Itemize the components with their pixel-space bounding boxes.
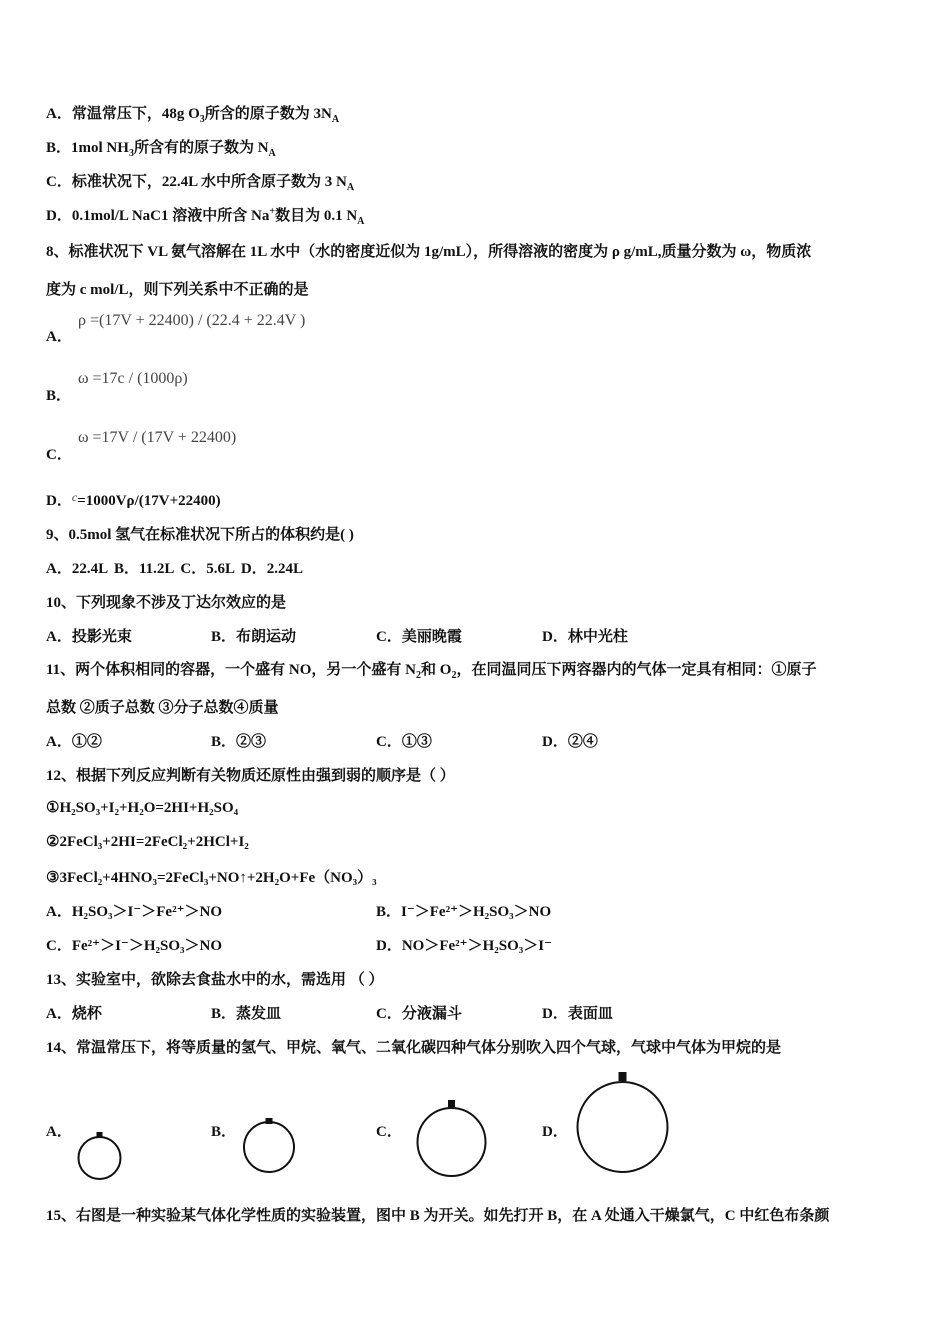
q10-option-d: D．林中光柱 (542, 629, 628, 645)
q7-option-d: D．0.1mol/L NaC1 溶液中所含 Na+数目为 0.1 $N_A$ (46, 206, 365, 227)
q9-stem: 9、0.5mol 氢气在标准状况下所占的体积约是( ) (46, 527, 354, 543)
q14-option-b-label: B． (211, 1124, 237, 1140)
balloon-d-icon (574, 1070, 672, 1176)
q14-option-a-label: A． (46, 1124, 72, 1140)
q13-option-c: C．分液漏斗 (376, 1006, 462, 1022)
q11-option-a: A．①② (46, 734, 102, 750)
q11-option-d: D．②④ (542, 734, 598, 750)
q8-stem-line1: 8、标准状况下 VL 氨气溶解在 1L 水中（水的密度近似为 1g/mL），所得溶液的密度为 ρ g/mL,质量分数为 ω，物质浓 (46, 244, 812, 260)
q7-option-b: B．1mol $NH_3$所含有的原子数为 $N_A$ (46, 140, 276, 159)
q7-option-a: A．常温常压下，48g $O_3$所含的原子数为 $3N_A$ (46, 106, 340, 125)
q14-option-d-label: D． (542, 1124, 568, 1140)
q8-option-d-var: c (71, 490, 78, 504)
q13-stem: 13、实验室中，欲除去食盐水中的水，需选用 （ ） (46, 972, 384, 988)
q12-reaction-2: ②2FeCl₃+2HI=2FeCl₂+2HCl+I₂ (46, 834, 249, 850)
q12-option-b: B．I⁻＞Fe²⁺＞H₂SO₃＞NO (376, 904, 552, 920)
balloon-c-icon (414, 1098, 490, 1180)
q8-option-a-label: A． (46, 329, 72, 345)
balloon-b-icon (241, 1116, 299, 1176)
q11-stem-line1: 11、两个体积相同的容器，一个盛有 NO，另一个盛有 $N_2$和 $O_2$，在同温同压下两容器内的气体一定具有相同：①原子 (46, 662, 817, 681)
q14-option-c-label: C． (376, 1124, 402, 1140)
q10-stem: 10、下列现象不涉及丁达尔效应的是 (46, 595, 287, 611)
q13-option-a: A．烧杯 (46, 1006, 102, 1022)
q11-option-c: C．①③ (376, 734, 432, 750)
q8-stem-line2: 度为 c mol/L，则下列关系中不正确的是 (46, 282, 309, 298)
q15-stem: 15、右图是一种实验某气体化学性质的实验装置，图中 B 为开关。如先打开 B，在 A 处通入干燥氯气，C 中红色布条颜 (46, 1208, 830, 1224)
q12-option-d: D．NO＞Fe²⁺＞H₂SO₃＞I⁻ (376, 938, 552, 954)
q8-option-c-label: C． (46, 447, 72, 463)
q10-option-b: B．布朗运动 (211, 629, 297, 645)
q14-stem: 14、常温常压下，将等质量的氢气、甲烷、氧气、二氧化碳四种气体分别吹入四个气球，气球中气体为甲烷的是 (46, 1040, 782, 1056)
q12-stem: 12、根据下列反应判断有关物质还原性由强到弱的顺序是（ ） (46, 768, 455, 784)
q11-option-b: B．②③ (211, 734, 267, 750)
q12-reaction-1: ①H₂SO₃+I₂+H₂O=2HI+H₂SO₄ (46, 800, 239, 816)
q8-option-b-label: B． (46, 388, 72, 404)
q13-option-b: B．蒸发皿 (211, 1006, 282, 1022)
q8-option-b-formula: ω =17c / (1000ρ) (78, 370, 188, 387)
q8-option-c-formula: ω =17V / (17V + 22400) (78, 429, 237, 446)
balloon-a-icon (76, 1130, 126, 1182)
q10-option-a: A．投影光束 (46, 629, 132, 645)
q10-option-c: C．美丽晚霞 (376, 629, 462, 645)
q8-option-d: D．$^c$=1000Vρ/(17V+22400) (46, 490, 221, 509)
q13-option-d: D．表面皿 (542, 1006, 613, 1022)
q8-option-a-formula: ρ =(17V + 22400) / (22.4 + 22.4V ) (78, 312, 306, 329)
q12-option-c: C．Fe²⁺＞I⁻＞H₂SO₃＞NO (46, 938, 222, 954)
q11-stem-line2: 总数 ②质子总数 ③分子总数④质量 (46, 700, 279, 716)
q12-reaction-3: ③3FeCl₂+4HNO₃=2FeCl₃+NO↑+2H₂O+Fe（NO₃）₃ (46, 870, 377, 886)
q12-option-a: A．H₂SO₃＞I⁻＞Fe²⁺＞NO (46, 904, 222, 920)
q7-option-c: C．标准状况下，22.4L 水中所含原子数为 3 $N_A$ (46, 174, 355, 193)
q9-options: A．22.4L B．11.2L C．5.6L D．2.24L (46, 561, 303, 577)
